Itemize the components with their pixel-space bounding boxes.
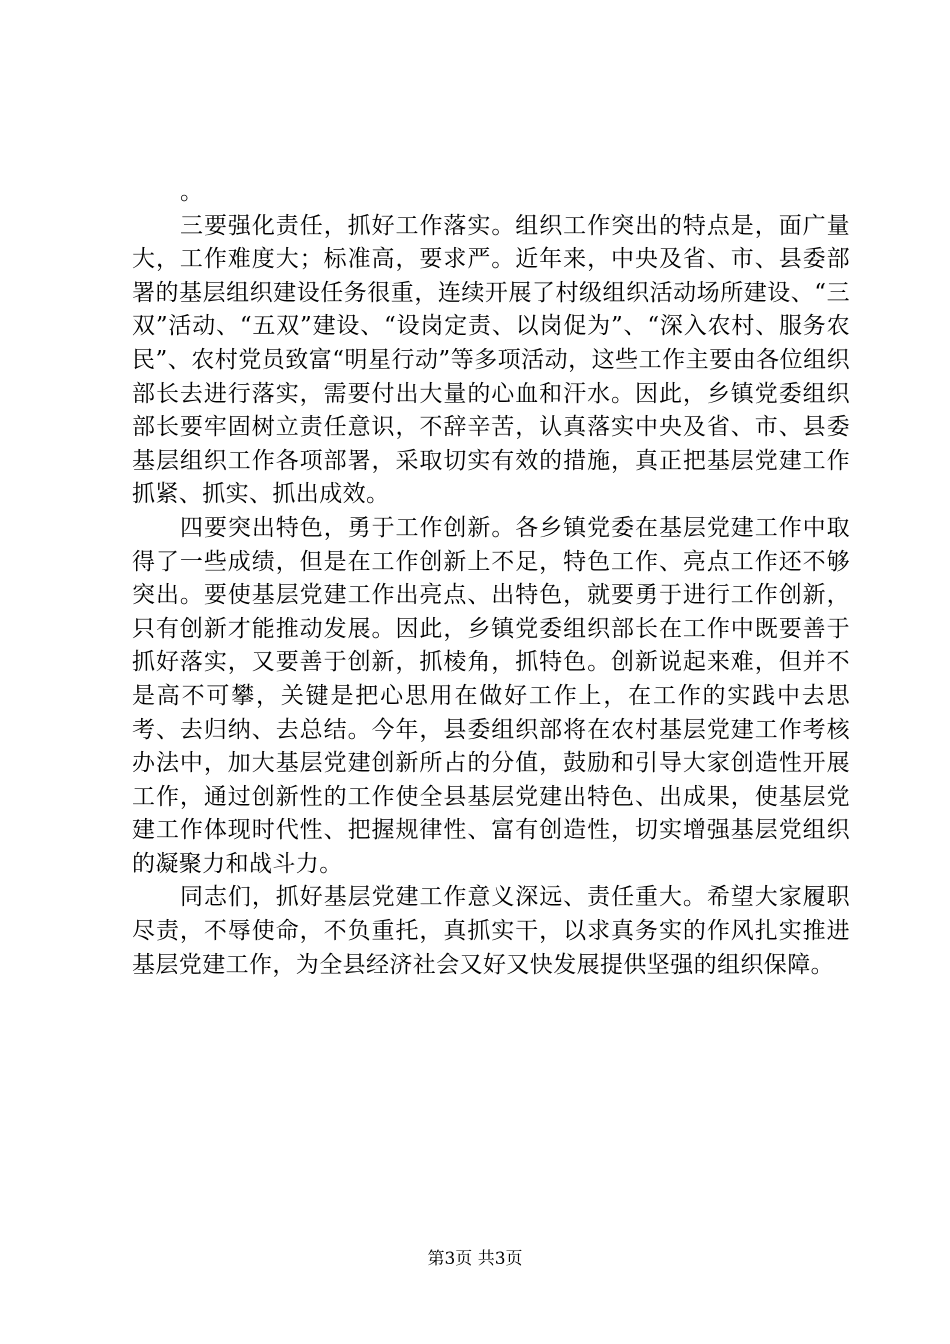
page-number-footer: 第3页 共3页 bbox=[427, 1249, 523, 1269]
document-body bbox=[132, 176, 850, 982]
paragraph-responsibility: 三要强化责任，抓好工作落实。组织工作突出的特点是，面广量大，工作难度大；标准高，要求严。近年来，中央及省、市、县委部署的基层组织建设任务很重，连续开展了村级组织活动场所建设、“三双”活动、“五双”建设、“设岗定责、以岗促为”、“深入农村、服务农民”、农村党员致富“明星行动”等多项活动，这些工作主要由各位组织部长去进行落实，需要付出大量的心血和汗水。因此，乡镇党委组织部长要牢固树立责任意识，不辞辛苦，认真落实中央及省、市、县委基层组织工作各项部署，采取切实有效的措施，真正把基层党建工作抓紧、抓实、抓出成效。 bbox=[132, 212, 850, 508]
paragraph-innovation: 四要突出特色，勇于工作创新。各乡镇党委在基层党建工作中取得了一些成绩，但是在工作创新上不足，特色工作、亮点工作还不够突出。要使基层党建工作出亮点、出特色，就要勇于进行工作创新，只有创新才能推动发展。因此，乡镇党委组织部长在工作中既要善于抓好落实，又要善于创新，抓棱角，抓特色。创新说起来难，但并不是高不可攀，关键是把心思用在做好工作上，在工作的实践中去思考、去归纳、去总结。今年，县委组织部将在农村基层党建工作考核办法中，加大基层党建创新所占的分值，鼓励和引导大家创造性开展工作，通过创新性的工作使全县基层党建出特色、出成果，使基层党建工作体现时代性、把握规律性、富有创造性，切实增强基层党组织的凝聚力和战斗力。 bbox=[132, 514, 850, 877]
paragraph-closing: 同志们，抓好基层党建工作意义深远、责任重大。希望大家履职尽责，不辱使命，不负重托，真抓实干，以求真务实的作风扎实推进基层党建工作，为全县经济社会又好又快发展提供坚强的组织保障。 bbox=[132, 884, 850, 978]
leading-punctuation: 。 bbox=[180, 179, 204, 205]
